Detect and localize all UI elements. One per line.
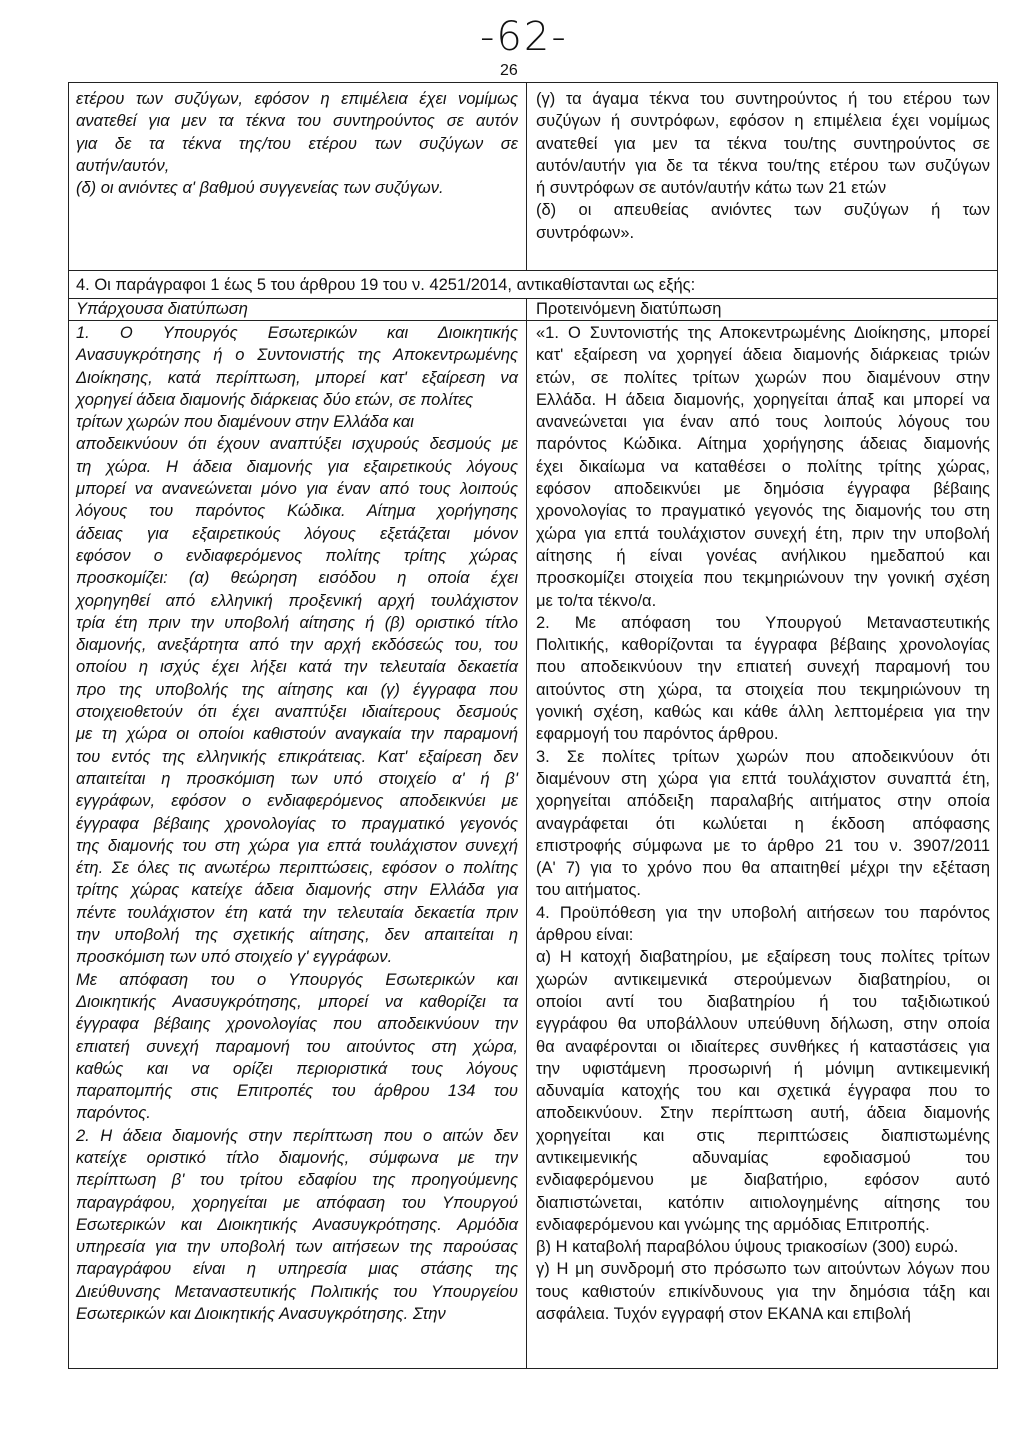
text-line: του εντός της ελληνικής επικράτειας. Κατ' εξαίρεση δεν xyxy=(76,747,518,766)
text-line: θα αναφέρονται οι ιδιαίτερες συνθήκες ή καταστάσεις για xyxy=(536,1037,990,1056)
text-line: γονική σχέση, καθώς και κάθε άλλη λεπτομέρεια για την xyxy=(536,703,990,722)
text-line: ενδιαφερόμενου με διαβατήριο, εφόσον αυτό xyxy=(536,1171,990,1190)
text-line: συζύγων ή συντρόφων, εφόσον η επιμέλεια έχει νομίμως xyxy=(536,112,990,131)
text-line: στοιχειοθετούν ότι έχει αναπτύξει ιδιαίτερους δεσμούς xyxy=(76,703,518,722)
text-line: την υποβολή της σχετικής αίτησης, δεν απαιτείται η xyxy=(76,926,518,945)
text-line: μπορεί να ανανεώνεται μόνο για έναν από τους λοιπούς xyxy=(76,480,518,499)
text-line: προσκόμιση των υπό στοιχείο γ' εγγράφων. xyxy=(76,948,393,967)
text-line: έγγραφα βέβαιης χρονολογίας το πραγματικό γεγονός xyxy=(76,814,518,833)
text-line: παρόντος Κώδικα. Αίτημα χορήγησης άδειας διαμονής xyxy=(536,435,990,454)
text-line: που αποδεικνύουν την επιατεή συνεχή παραμονή του xyxy=(536,658,990,677)
text-line: διαπιστώνεται, κατόπιν αιτιολογημένης αίτησης του xyxy=(536,1193,990,1212)
text-line: οποίοι αντί του διαβατηρίου ή του ταξιδιωτικού xyxy=(536,992,990,1011)
table-left-border xyxy=(68,82,69,1369)
text-line: Πολιτικής, καθορίζονται τα έγγραφα βέβαιης χρονολογίας xyxy=(536,636,990,655)
text-line: Ανασυγκρότησης ή ο Συντονιστής της Αποκεντρωμένης xyxy=(76,346,518,365)
section-heading: 4. Οι παράγραφοι 1 έως 5 του άρθρου 19 του ν. 4251/2014, αντικαθίστανται ως εξής: xyxy=(76,276,696,294)
text-line: Εσωτερικών και Διοικητικής Ανασυγκρότησης. Στην xyxy=(76,1305,446,1324)
text-line: 3. Σε πολίτες τρίτων χωρών που αποδεικνύουν ότι xyxy=(536,747,990,766)
text-line: αποδεικνύουν. Στην περίπτωση αυτή, άδεια διαμονής xyxy=(536,1104,990,1123)
text-line: ετών, σε πολίτες τρίτων χωρών που διαμένουν στην xyxy=(536,368,990,387)
table-bottom-rule xyxy=(68,1368,998,1369)
text-line: αντικειμενικής αδυναμίας εφοδιασμού του xyxy=(536,1148,990,1167)
text-line: με το/τα τέκνο/α. xyxy=(536,591,657,610)
text-line: χρονολογίας το πραγματικό γεγονός της διαμονής του στη xyxy=(536,502,990,521)
text-line: ανατεθεί για μεν τα τέκνα του συντηρούντος σε αυτόν xyxy=(76,112,518,131)
text-line: 2. Με απόφαση του Υπουργού Μεταναστευτικής xyxy=(536,613,990,632)
text-line: την υφιστάμενη προσωρινή ή μόνιμη αντικειμενική xyxy=(536,1059,990,1078)
text-line: τη χώρα. Η άδεια διαμονής για εξαιρετικούς λόγους xyxy=(76,457,518,476)
text-line: έτη. Σε όλες τις ανωτέρω περιπτώσεις, εφόσον ο πολίτης xyxy=(76,859,518,878)
text-line: διαμένουν στη χώρα για επτά τουλάχιστον συναπτά έτη, xyxy=(536,769,990,788)
top-left-cell-text xyxy=(76,88,518,199)
text-line: «1. Ο Συντονιστής της Αποκεντρωμένης Διοίκησης, μπορεί xyxy=(536,324,990,342)
text-line: (δ) οι ανιόντες α' βαθμού συγγενείας των συζύγων. xyxy=(76,179,444,198)
proposed-text-column xyxy=(536,322,990,1325)
text-line: προσκομίζει στοιχεία που τεκμηριώνουν την γονική σχέση xyxy=(536,569,990,588)
text-line: επιατεή συνεχή παραμονή του αιτούντος στη χώρα, xyxy=(76,1037,518,1056)
text-line: Ελλάδα. Η άδεια διαμονής, χορηγείται άπαξ και μπορεί να xyxy=(536,390,990,409)
existing-text-column xyxy=(76,322,518,1325)
text-line: γ) Η μη συνδρομή στο πρόσωπο των αιτούντων λόγων που xyxy=(536,1260,990,1279)
table-center-divider-bottom xyxy=(526,298,527,1369)
table-top-rule xyxy=(68,82,998,83)
text-line: ανανεώνεται για έναν από τους λοιπούς λόγους του xyxy=(536,413,990,432)
page-number: 26 xyxy=(500,62,518,79)
text-line: άδειας για εξαιρετικούς λόγους εξετάζεται μόνον xyxy=(76,524,518,543)
text-line: εφόσον ο ενδιαφερόμενος πολίτης τρίτης χώρας xyxy=(76,546,518,565)
text-line: της διαμονής του στη χώρα για επτά τουλάχιστον συνεχή xyxy=(76,836,518,855)
text-line: αυτόν/αυτήν για δε τα τέκνα του/της ετέρου των συζύγων xyxy=(536,156,990,175)
text-line: ενδιαφερόμενου και γνώμης της αρμόδιας Επιτροπής. xyxy=(536,1215,930,1234)
text-line: Εσωτερικών και Διοικητικής Ανασυγκρότησης. Αρμόδια xyxy=(76,1215,518,1234)
text-line: έχει δικαίωμα να καταθέσει ο πολίτης τρίτης χώρας, xyxy=(536,457,990,476)
text-line: 1. Ο Υπουργός Εσωτερικών και Διοικητικής xyxy=(76,324,518,342)
text-line: του αιτήματος. xyxy=(536,881,642,900)
text-line: Με απόφαση του ο Υπουργός Εσωτερικών και xyxy=(76,970,518,989)
text-line: εφαρμογή του παρόντος άρθρου. xyxy=(536,725,779,744)
text-line: παραγράφου, χορηγείται με απόφαση του Υπουργού xyxy=(76,1193,518,1212)
text-line: ασφάλεια. Τυχόν εγγραφή στον ΕΚΑΝΑ και επιβολή xyxy=(536,1305,911,1324)
text-line: ανατεθεί για μεν τα τέκνα του/της συντηρούντος σε xyxy=(536,134,990,153)
text-line: (γ) τα άγαμα τέκνα του συντηρούντος ή του ετέρου των xyxy=(536,90,990,108)
text-line: περίπτωση β' του τρίτου εδαφίου της προηγούμενης xyxy=(76,1171,518,1190)
text-line: παραγράφου είναι η υπηρεσία μιας στάσης της xyxy=(76,1260,518,1279)
text-line: αιτούντος στη χώρα, τα στοιχεία που τεκμηριώνουν τη xyxy=(536,680,990,699)
text-line: άρθρου είναι: xyxy=(536,926,634,945)
text-line: αποδεικνύουν ότι έχουν αναπτύξει ισχυρούς δεσμούς με xyxy=(76,435,518,454)
text-line: αυτήν/αυτόν, xyxy=(76,156,170,175)
text-line: χώρα για επτά τουλάχιστον συνεχή έτη, πριν την υποβολή xyxy=(536,524,990,543)
text-line: Διοικητικής Ανασυγκρότησης, μπορεί να καθορίζει τα xyxy=(76,992,518,1011)
top-right-cell-text xyxy=(536,88,990,244)
text-line: εφόσον αποδεικνύει με δημόσια έγγραφα βέβαιης xyxy=(536,480,990,499)
text-line: Διοίκησης, κατά περίπτωση, μπορεί κατ' εξαίρεση να xyxy=(76,368,518,387)
text-line: χορηγεί άδεια διαμονής διάρκειας δύο ετών, σε πολίτες xyxy=(76,390,474,409)
text-line: έγγραφα βέβαιης χρονολογίας που αποδεικνύουν την xyxy=(76,1015,518,1034)
text-line: εγγράφου θα υποβάλλουν υπεύθυνη δήλωση, στην οποία xyxy=(536,1015,990,1034)
text-line: 4. Προϋπόθεση για την υποβολή αιτήσεων του παρόντος xyxy=(536,903,990,922)
text-line: καθώς και να ορίζει περιοριστικά τους λόγους xyxy=(76,1059,518,1078)
table-right-border xyxy=(997,82,998,1369)
text-line: χορηγείται και στις περιπτώσεις διαπιστωμένης xyxy=(536,1126,990,1145)
text-line: τρίτης χώρας κατείχε άδεια διαμονής στην Ελλάδα για xyxy=(76,881,518,900)
text-line: διαμονής, ανεξάρτητα από την αρχή εκδόσεώς του, του xyxy=(76,636,518,655)
text-line: οποίου η ισχύς έχει λήξει κατά την τελευταία δεκαετία xyxy=(76,658,518,677)
text-line: χορηγείται απόδειξη παραλαβής αιτήματος στην οποία xyxy=(536,792,990,811)
text-line: προσκομίζει: (α) θεώρηση εισόδου η οποία έχει xyxy=(76,569,518,588)
column-header-existing: Υπάρχουσα διατύπωση xyxy=(76,300,248,318)
text-line: κατ' εξαίρεση να χορηγεί άδεια διαμονής διάρκειας τριών xyxy=(536,346,990,365)
text-line: πέντε τουλάχιστον έτη κατά την τελευταία δεκαετία πριν xyxy=(76,903,518,922)
text-line: εγγράφων, εφόσον ο ενδιαφερόμενος αποδεικνύει με xyxy=(76,792,518,811)
text-line: συντρόφων». xyxy=(536,223,635,242)
text-line: για δε τα τέκνα της/του ετέρου των συζύγων σε xyxy=(76,134,518,153)
text-line: κατείχε οριστικό τίτλο διαμονής, σύμφωνα με την xyxy=(76,1148,518,1167)
text-line: επιστροφής σύμφωνα με το άρθρο 21 του ν. 3907/2011 xyxy=(536,836,990,855)
text-line: ή συντρόφων σε αυτόν/αυτήν κάτω των 21 ετών xyxy=(536,179,887,198)
text-line: τρία έτη πριν την υποβολή αίτησης ή (β) οριστικό τίτλο xyxy=(76,613,518,632)
text-line: (Α' 7) για το χρόνο που θα απαιτηθεί μέχρι την εξέταση xyxy=(536,859,990,878)
text-line: 2. Η άδεια διαμονής στην περίπτωση που ο αιτών δεν xyxy=(76,1126,518,1145)
text-line: αναγράφεται ότι κωλύεται η έκδοση απόφασης xyxy=(536,814,990,833)
text-line: Διεύθυνσης Μεταναστευτικής Πολιτικής του Υπουργείου xyxy=(76,1282,518,1301)
text-line: χωρών αντικειμενικά στερούμενων διαβατηρίου, οι xyxy=(536,970,990,989)
text-line: ετέρου των συζύγων, εφόσον η επιμέλεια έχει νομίμως xyxy=(76,90,518,108)
text-line: αδυναμία κατοχής του και σχετικά έγγραφα που το xyxy=(536,1082,990,1101)
text-line: παραπομπής στις Επιτροπές του άρθρου 134 του xyxy=(76,1082,518,1101)
text-line: με τη χώρα οι οποίοι καθιστούν αναγκαία την παραμονή xyxy=(76,725,518,744)
text-line: (δ) οι απευθείας ανιόντες των συζύγων ή των xyxy=(536,201,990,220)
text-line: προ της υποβολής της αίτησης και (γ) έγγραφα που xyxy=(76,680,518,699)
handwritten-page-number: -62- xyxy=(480,14,568,60)
text-line: χορηγηθεί από ελληνική προξενική αρχή τουλάχιστον xyxy=(76,591,518,610)
text-line: β) Η καταβολή παραβόλου ύψους τριακοσίων (300) ευρώ. xyxy=(536,1238,959,1257)
text-line: αίτησης ή είναι γονέας ανήλικου ημεδαπού και xyxy=(536,546,990,565)
text-line: απαιτείται η προσκόμιση των υπό στοιχείο α' ή β' xyxy=(76,769,518,788)
column-header-proposed: Προτεινόμενη διατύπωση xyxy=(536,300,722,318)
text-line: α) Η κατοχή διαβατηρίου, με εξαίρεση τους πολίτες τρίτων xyxy=(536,948,990,967)
text-line: τρίτων χωρών που διαμένουν στην Ελλάδα και xyxy=(76,413,414,432)
text-line: υπηρεσία για την υποβολή των αιτήσεων της παρούσας xyxy=(76,1238,518,1257)
text-line: τους καθιστούν επικίνδυνους για την δημόσια τάξη και xyxy=(536,1282,990,1301)
row-separator xyxy=(68,270,998,271)
text-line: λόγους του παρόντος Κώδικα. Αίτημα χορήγησης xyxy=(76,502,518,521)
table-center-divider-top xyxy=(526,82,527,270)
text-line: παρόντος. xyxy=(76,1104,151,1123)
